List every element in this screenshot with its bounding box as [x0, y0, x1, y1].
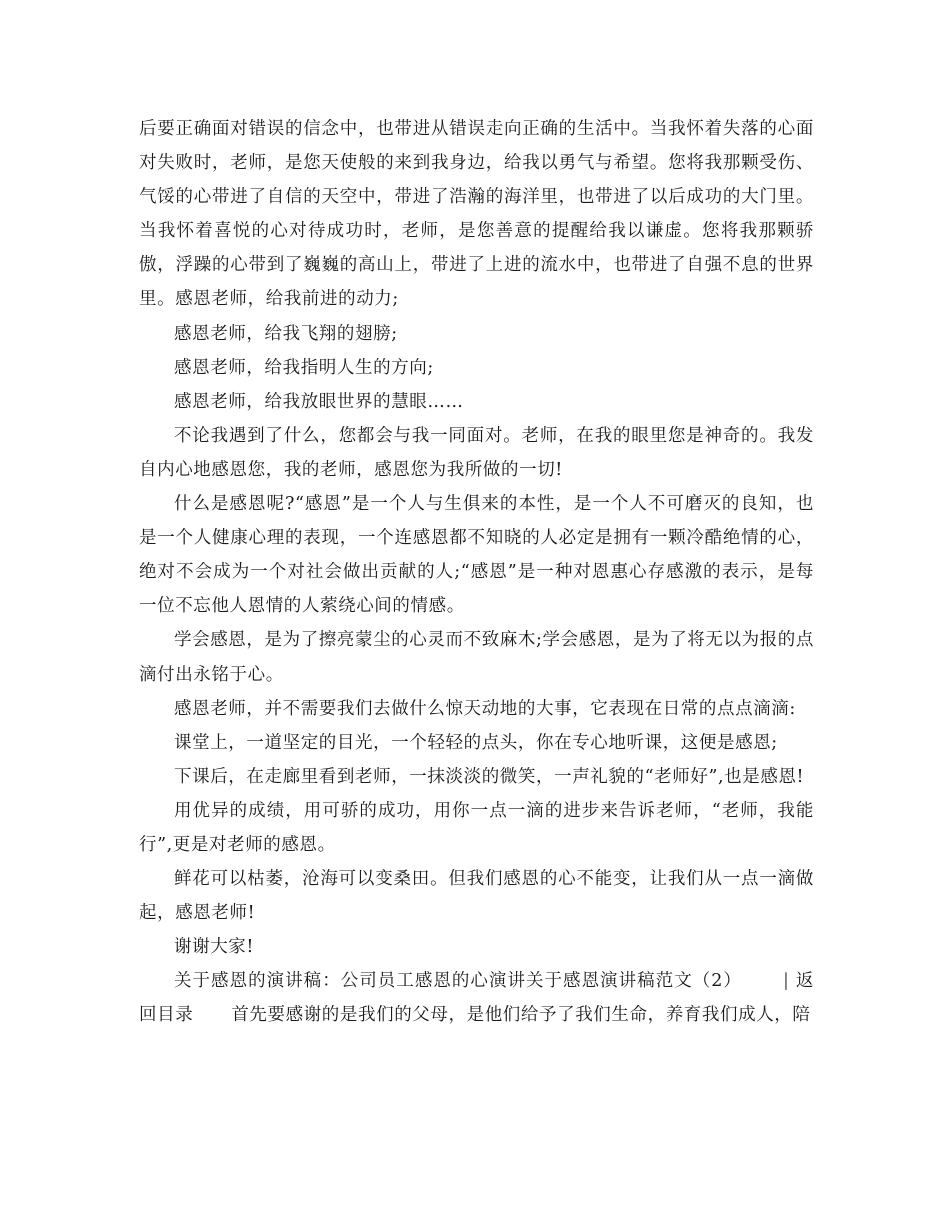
- paragraph-daily-details: 感恩老师，并不需要我们去做什么惊天动地的大事，它表现在日常的点点滴滴:: [174, 698, 796, 719]
- document-body: [139, 112, 814, 1033]
- paragraph-thanks: 谢谢大家!: [174, 937, 255, 958]
- paragraph-wings: 感恩老师，给我飞翔的翅膀;: [174, 323, 398, 344]
- paragraph-next-article: [139, 964, 814, 1032]
- paragraph-classroom: 课堂上，一道坚定的目光，一个轻轻的点头，你在专心地听课，这便是感恩;: [174, 732, 778, 753]
- paragraph-continued: 后要正确面对错误的信念中，也带进从错误走向正确的生活中。当我怀着失落的心面对失败时，老师，是您天使般的来到我身边，给我以勇气与希望。您将我那颗受伤、气馁的心带进了自信的天空中，带进了浩瀚的海洋里，也带进了以后成功的大门里。当我怀着喜悦的心对待成功时，老师，是您善意的提醒给我以谦虚。您将我那颗骄傲，浮躁的心带到了巍巍的高山上，带进了上进的流水中，也带进了自强不息的世界里。感恩老师，给我前进的动力;: [139, 119, 814, 310]
- paragraph-direction: 感恩老师，给我指明人生的方向;: [174, 357, 434, 378]
- paragraph-grades: 用优异的成绩，用可骄的成功，用你一点一滴的进步来告诉老师，“老师，我能行”,更是对老师的感恩。: [139, 800, 814, 855]
- paragraph-gratitude-teacher: 不论我遇到了什么，您都会与我一同面对。老师，在我的眼里您是神奇的。我发自内心地感恩您，我的老师，感恩您为我所做的一切!: [139, 425, 814, 480]
- paragraph-learn-gratitude: 学会感恩，是为了擦亮蒙尘的心灵而不致麻木;学会感恩，是为了将无以为报的点滴付出永铭于心。: [139, 630, 814, 685]
- next-article-title: 关于感恩的演讲稿：公司员工感恩的心演讲关于感恩演讲稿范文（2）: [174, 971, 742, 992]
- paragraph-what-is-gratitude: 什么是感恩呢?“感恩”是一个人与生俱来的本性，是一个人不可磨灭的良知，也是一个人健康心理的表现，一个连感恩都不知晓的人必定是拥有一颗冷酷绝情的心，绝对不会成为一个对社会做出贡献的人;“感恩”是一种对恩惠心存感激的表示，是每一位不忘他人恩情的人萦绕心间的情感。: [139, 494, 814, 617]
- paragraph-after-class: 下课后，在走廊里看到老师，一抹淡淡的微笑，一声礼貌的“老师好”,也是感恩!: [174, 766, 805, 787]
- next-article-opening: 首先要感谢的是我们的父母，是他们给予了我们生命，养育我们成人，陪: [231, 1005, 811, 1026]
- paragraph-vision: 感恩老师，给我放眼世界的慧眼……: [174, 391, 464, 412]
- back-to-contents-link[interactable]: 返回目录: [139, 971, 814, 1026]
- paragraph-flowers: 鲜花可以枯萎，沧海可以变桑田。但我们感恩的心不能变，让我们从一点一滴做起，感恩老师!: [139, 869, 814, 924]
- separator: |: [782, 971, 790, 992]
